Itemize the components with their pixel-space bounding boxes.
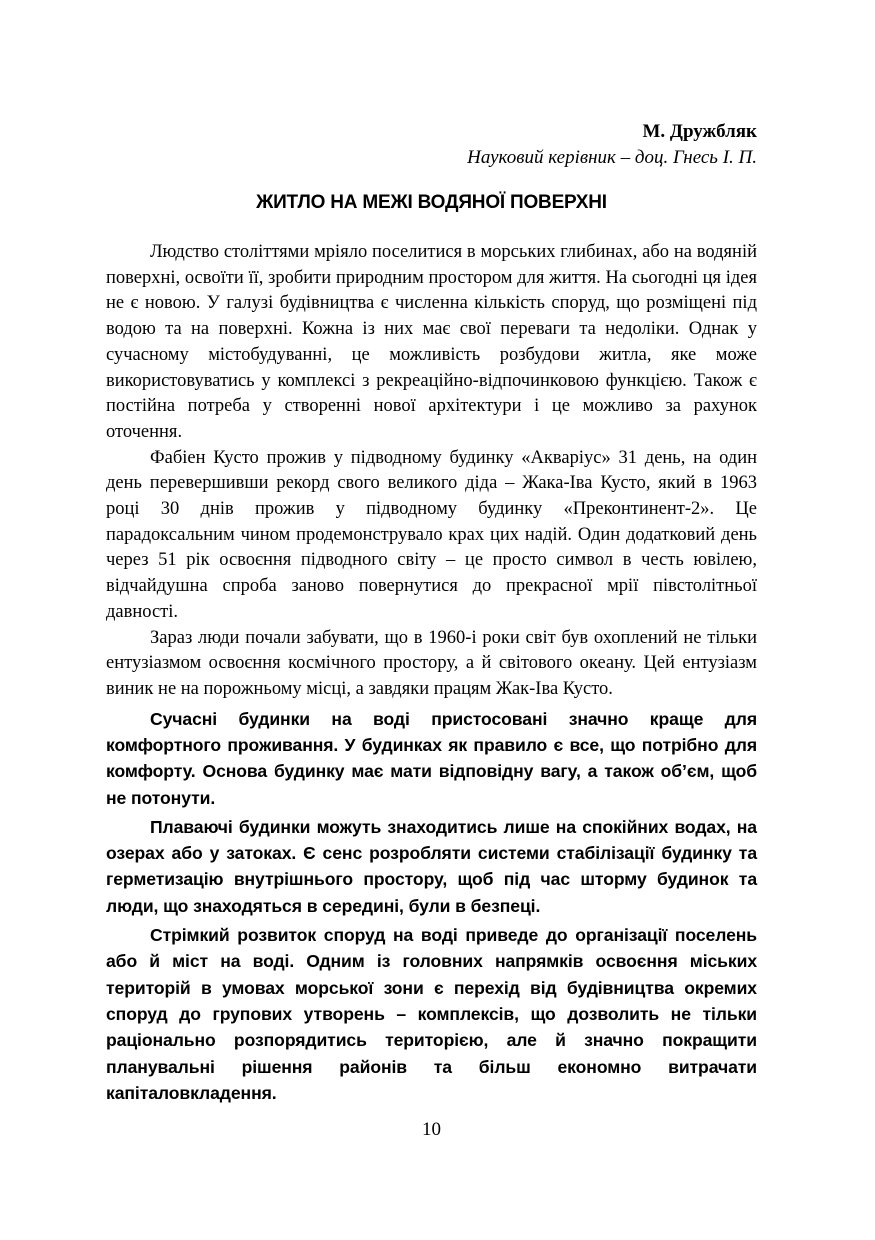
paragraph-1: Людство століттями мріяло поселитися в морських глибинах, або на водяній поверхні, освоїти її, зробити природним простором для життя. На сьогодні ця ідея не є новою. У галузі будівництва є численна кількість споруд, що розміщені під водою та на поверхні. Кожна із них має свої переваги та недоліки. Однак у сучасному містобудуванні, це можливість розбудови житла, яке може використовуватись у комплексі з рекреаційно-відпочинковою функцією. Також є постійна потреба у створенні нової архітектури і це можливо за рахунок оточення.	[106, 242, 757, 442]
paragraph-3: Зараз люди почали забувати, що в 1960-і роки світ був охоплений не тільки ентузіазмом освоєння космічного простору, а й світового океану. Цей ентузіазм виник не на порожньому місці, а завдяки працям Жак-Іва Кусто.	[106, 627, 757, 699]
author-name: М. Дружбляк	[642, 121, 757, 142]
paragraph-4: Сучасні будинки на воді пристосовані значно краще для комфортного проживання. У будинках як правило є все, що потрібно для комфорту. Основа будинку має мати відповідну вагу, а також об’єм, щоб не потонути.	[106, 708, 757, 808]
article-title: ЖИТЛО НА МЕЖІ ВОДЯНОЇ ПОВЕРХНІ	[256, 192, 607, 213]
paragraph-6: Стрімкий розвиток споруд на воді приведе до організації поселень або й міст на воді. Одним із головних напрямків освоєння міських територій в умовах морської зони є перехід від будівництва окремих споруд до групових утворень – комплексів, що дозволить не тільки раціонально розпорядитись територією, але й значно покращити планувальні рішення районів та більш економно витрачати капіталовкладення.	[106, 925, 757, 1103]
paragraph-5: Плаваючі будинки можуть знаходитись лише на спокійних водах, на озерах або у затоках. Є сенс розробляти системи стабілізації будинку та герметизацію внутрішнього простору, щоб під час шторму будинок та люди, що знаходяться в середині, були в безпеці.	[106, 816, 757, 916]
scientific-supervisor: Науковий керівник – доц. Гнесь І. П.	[467, 147, 757, 168]
paragraph-2: Фабіен Кусто прожив у підводному будинку «Акваріус» 31 день, на один день перевершивши рекорд свого великого діда – Жака-Іва Кусто, який в 1963 році 30 днів прожив у підводному будинку «Преконтинент-2». Це парадоксальним чином продемонструвало крах цих надій. Один додатковий день через 51 рік освоєння підводного світу – це просто символ в честь ювілею, відчайдушна спроба заново повернутися до прекрасної мрії півстолітньої давності.	[106, 447, 757, 622]
article-body	[106, 240, 757, 1106]
page-number: 10	[422, 1119, 441, 1140]
